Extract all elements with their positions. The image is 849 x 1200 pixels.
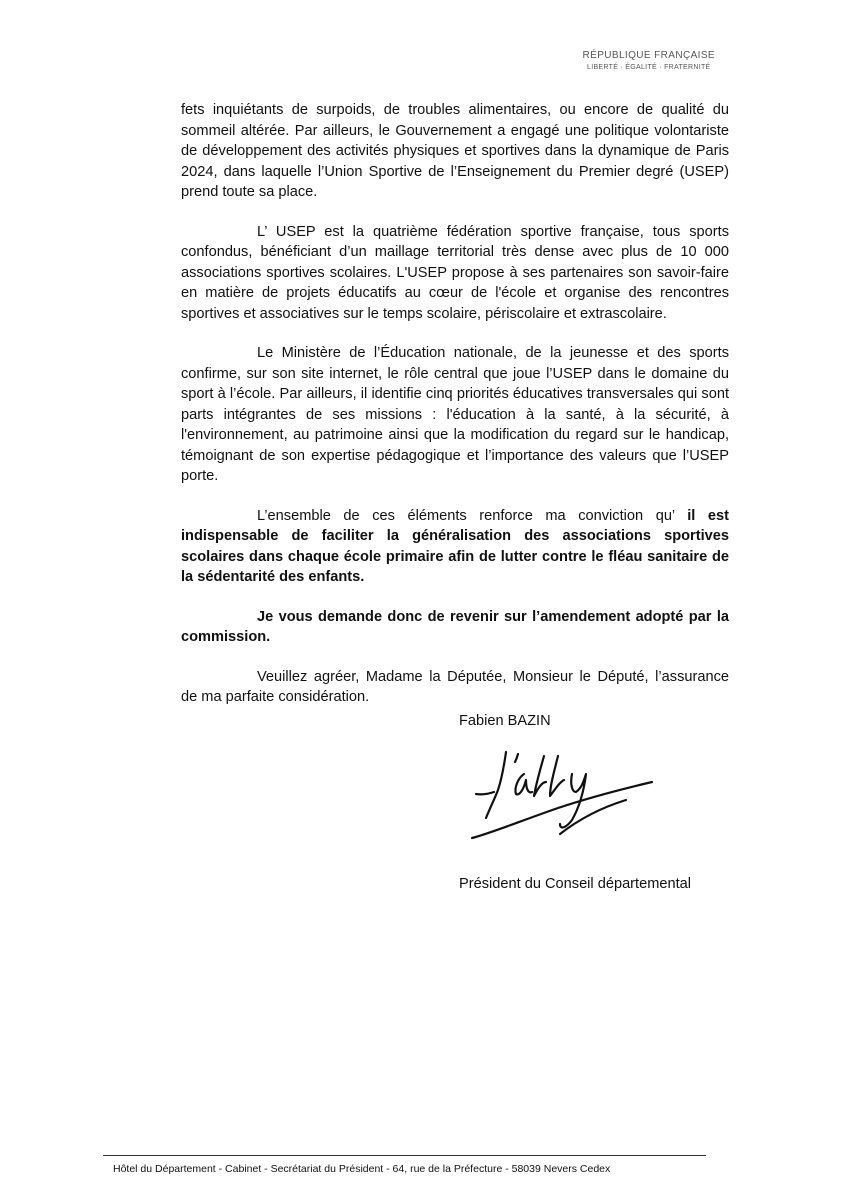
footer-address: Hôtel du Département - Cabinet - Secrétariat du Président - 64, rue de la Préfecture - 58039 Nevers Cedex	[113, 1163, 611, 1175]
signer-title: Président du Conseil départemental	[459, 876, 692, 892]
signer-name: Fabien BAZIN	[459, 713, 551, 729]
paragraph-4	[181, 506, 729, 588]
motto-label: LIBERTÉ · ÉGALITÉ · FRATERNITÉ	[587, 64, 711, 71]
paragraph-4-intro: L’ensemble de ces éléments renforce ma conviction qu’	[257, 507, 688, 524]
paragraph-5-emphasis: Je vous demande donc de revenir sur l’amendement adopté par la commission.	[181, 608, 729, 645]
paragraph-6: Veuillez agréer, Madame la Députée, Monsieur le Député, l’assurance de ma parfaite considération.	[181, 668, 729, 705]
republique-label: RÉPUBLIQUE FRANÇAISE	[582, 50, 715, 61]
paragraph-5	[181, 607, 729, 648]
footer-divider	[103, 1155, 706, 1156]
paragraph-4-emphasis: il est indispensable de faciliter la généralisation des associations sportives scolaires dans chaque école primaire afin de lutter contre le fléau sanitaire de la sédentarité des enfants.	[181, 507, 729, 585]
paragraph-3: Le Ministère de l’Éducation nationale, de la jeunesse et des sports confirme, sur son site internet, le rôle central que joue l’USEP dans le domaine du sport à l’école. Par ailleurs, il identifie cinq priorités éducatives transversales qui sont parts intégrantes de ses missions : l'éducation à la santé, à la sécurité, à l'environnement, au patrimoine ainsi que la modification du regard sur le handicap, témoignant de son expertise pédagogique et l’importance des valeurs que l’USEP porte.	[181, 345, 729, 484]
letterhead	[583, 50, 715, 71]
paragraph-1: fets inquiétants de surpoids, de troubles alimentaires, ou encore de qualité du sommeil altérée. Par ailleurs, le Gouvernement a engagé une politique volontariste de développement des activités physiques et sportives dans la dynamique de Paris 2024, dans laquelle l’Union Sportive de l’Enseignement du Premier degré (USEP) prend toute sa place.	[181, 102, 729, 200]
paragraph-2: L’ USEP est la quatrième fédération sportive française, tous sports confondus, bénéficiant d’un maillage territorial très dense avec plus de 10 000 associations sportives scolaires. L'USEP propose à ses partenaires son savoir-faire en matière de projets éducatifs au cœur de l'école et organise des rencontres sportives et associatives sur le temps scolaire, périscolaire et extrascolaire.	[181, 223, 729, 322]
signature-image	[468, 748, 658, 844]
letter-body	[181, 100, 729, 727]
